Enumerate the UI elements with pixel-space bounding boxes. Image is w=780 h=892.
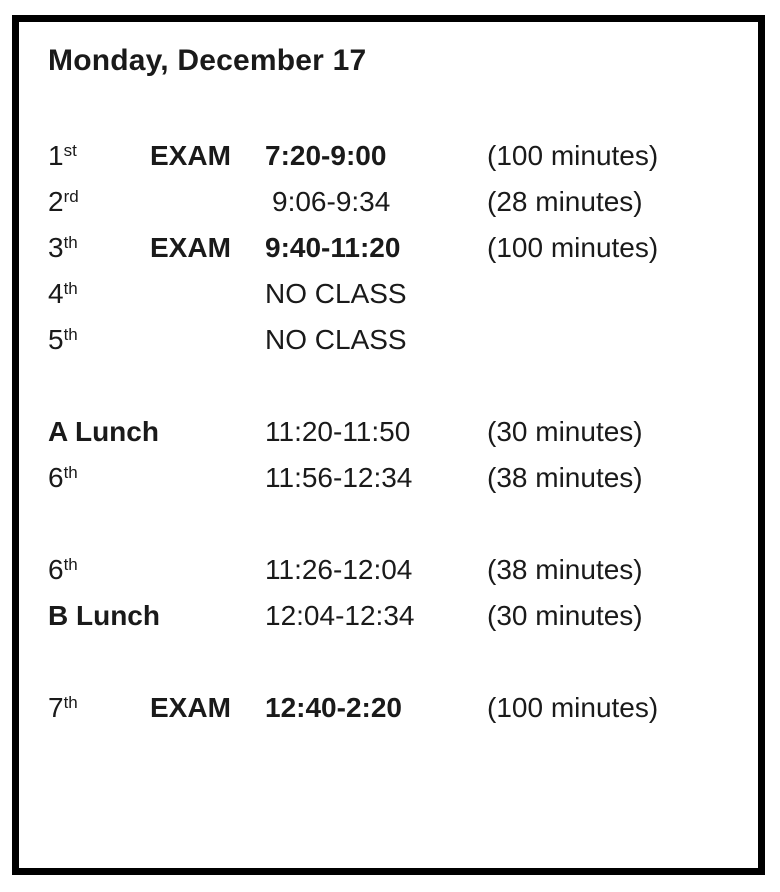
- period-label: [48, 278, 150, 310]
- duration-label: (100 minutes): [487, 232, 659, 263]
- schedule-content: [19, 22, 758, 731]
- period-ordinal: st: [63, 141, 77, 160]
- period-ordinal: th: [63, 693, 78, 712]
- time-range: NO CLASS: [265, 324, 407, 355]
- period-ordinal: rd: [63, 187, 79, 206]
- spacer: [48, 501, 742, 547]
- duration-label: (28 minutes): [487, 186, 643, 217]
- schedule-row: [48, 409, 742, 455]
- time-range: 9:40-11:20: [265, 232, 401, 263]
- period-number: 5: [48, 324, 64, 355]
- period-label: [48, 232, 150, 264]
- time-range: 7:20-9:00: [265, 140, 387, 171]
- period-number: 4: [48, 278, 64, 309]
- time-range: 12:40-2:20: [265, 692, 402, 723]
- schedule-title: Monday, December 17: [48, 44, 367, 77]
- period-label: [48, 462, 150, 494]
- period-number: 1: [48, 140, 64, 171]
- spacer: [48, 363, 742, 409]
- schedule-row: [48, 271, 742, 317]
- schedule-row: [48, 225, 742, 271]
- schedule-row: [48, 547, 742, 593]
- time-range: 11:20-11:50: [265, 416, 411, 447]
- schedule-card: [12, 15, 765, 875]
- period-number: 7: [48, 692, 64, 723]
- period-label: [48, 140, 150, 172]
- period-ordinal: th: [63, 555, 78, 574]
- period-label: [48, 324, 150, 356]
- duration-label: (38 minutes): [487, 554, 643, 585]
- duration-label: (100 minutes): [487, 140, 659, 171]
- time-range: 11:56-12:34: [265, 462, 413, 493]
- time-range: 9:06-9:34: [272, 186, 391, 217]
- period-label: [48, 692, 150, 724]
- period-ordinal: th: [63, 233, 78, 252]
- period-ordinal: th: [63, 463, 78, 482]
- exam-tag: EXAM: [150, 140, 231, 171]
- period-number: A Lunch: [48, 416, 159, 447]
- schedule-row: [48, 455, 742, 501]
- schedule-row: [48, 179, 742, 225]
- duration-label: (30 minutes): [487, 416, 643, 447]
- duration-label: (100 minutes): [487, 692, 659, 723]
- period-number: 6: [48, 554, 64, 585]
- time-range: 12:04-12:34: [265, 600, 415, 631]
- schedule-row: [48, 317, 742, 363]
- period-number: 2: [48, 186, 64, 217]
- time-range: 11:26-12:04: [265, 554, 413, 585]
- time-range: NO CLASS: [265, 278, 407, 309]
- duration-label: (30 minutes): [487, 600, 643, 631]
- period-number: B Lunch: [48, 600, 160, 631]
- period-number: 6: [48, 462, 64, 493]
- period-label: [48, 416, 159, 448]
- period-label: [48, 600, 160, 632]
- duration-label: (38 minutes): [487, 462, 643, 493]
- schedule-row: [48, 685, 742, 731]
- exam-tag: EXAM: [150, 692, 231, 723]
- period-number: 3: [48, 232, 64, 263]
- spacer: [48, 639, 742, 685]
- period-label: [48, 186, 150, 218]
- schedule-row: [48, 133, 742, 179]
- spacer: [48, 87, 742, 133]
- schedule-row: [48, 593, 742, 639]
- exam-tag: EXAM: [150, 232, 231, 263]
- period-label: [48, 554, 150, 586]
- period-ordinal: th: [63, 325, 78, 344]
- period-ordinal: th: [63, 279, 78, 298]
